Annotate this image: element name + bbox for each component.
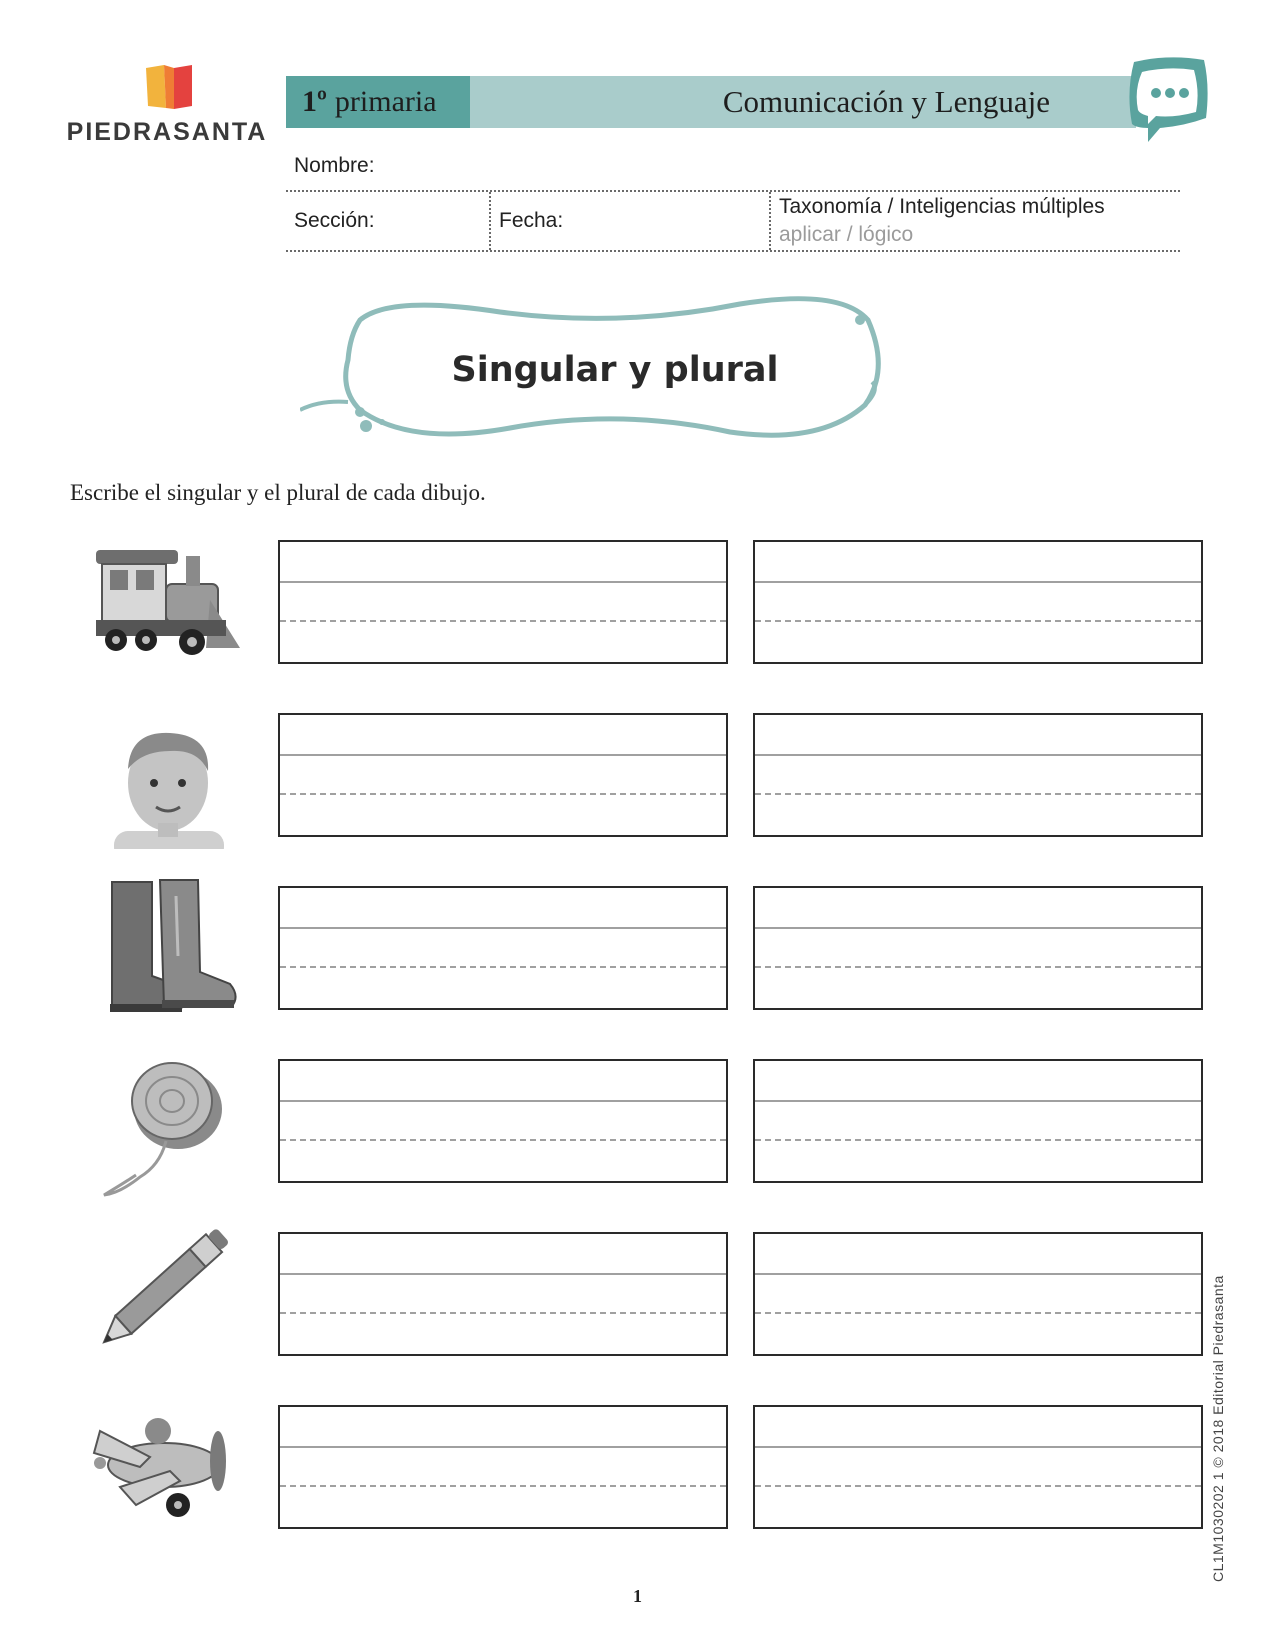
instruction-text: Escribe el singular y el plural de cada dibujo. — [70, 480, 486, 505]
plural-answer-box[interactable] — [753, 540, 1203, 664]
date-field[interactable] — [491, 192, 771, 250]
page-number: 1 — [633, 1586, 642, 1606]
brand-name: PIEDRASANTA — [66, 118, 268, 146]
taxonomy-value: aplicar / lógico — [779, 223, 914, 246]
plural-answer-box[interactable] — [753, 1059, 1203, 1183]
subject-title: Comunicación y Lenguaje — [722, 84, 1050, 119]
grade-number: 1º — [302, 85, 327, 118]
book-logo-icon — [142, 62, 198, 112]
child-icon — [80, 701, 245, 849]
exercise-row — [70, 1059, 1200, 1183]
copyright-vertical: CL1M1030202 1 © 2018 Editorial Piedrasanta — [1210, 1275, 1226, 1582]
exercise-row — [70, 713, 1200, 837]
toy-train-icon — [80, 540, 245, 664]
singular-answer-box[interactable] — [278, 1059, 728, 1183]
name-field[interactable] — [286, 152, 1180, 192]
rain-boots-icon — [80, 876, 245, 1016]
exercise-row — [70, 1405, 1200, 1529]
singular-answer-box[interactable] — [278, 713, 728, 837]
singular-answer-box[interactable] — [278, 1232, 728, 1356]
exercise-row — [70, 540, 1200, 664]
student-info — [286, 152, 1180, 252]
header-band — [286, 76, 1136, 128]
toy-airplane-icon — [80, 1397, 245, 1529]
section-label: Sección: — [294, 209, 375, 232]
plural-answer-box[interactable] — [753, 1405, 1203, 1529]
singular-answer-box[interactable] — [278, 1405, 728, 1529]
taxonomy-cell — [771, 192, 1113, 250]
publisher-logo — [62, 58, 272, 153]
section-field[interactable] — [286, 192, 491, 250]
yoyo-icon — [80, 1055, 245, 1205]
name-label: Nombre: — [294, 154, 375, 177]
singular-answer-box[interactable] — [278, 540, 728, 664]
taxonomy-label: Taxonomía / Inteligencias múltiples — [779, 195, 1105, 218]
pencil-icon — [80, 1220, 245, 1360]
plural-answer-box[interactable] — [753, 713, 1203, 837]
grade-badge — [286, 76, 470, 128]
date-label: Fecha: — [499, 209, 564, 232]
exercise-row — [70, 1232, 1200, 1356]
plural-answer-box[interactable] — [753, 1232, 1203, 1356]
grade-label: primaria — [334, 85, 437, 118]
speech-bubble-icon — [1124, 56, 1210, 146]
singular-answer-box[interactable] — [278, 886, 728, 1010]
exercise-row — [70, 886, 1200, 1010]
worksheet-title: Singular y plural — [451, 350, 779, 390]
plural-answer-box[interactable] — [753, 886, 1203, 1010]
